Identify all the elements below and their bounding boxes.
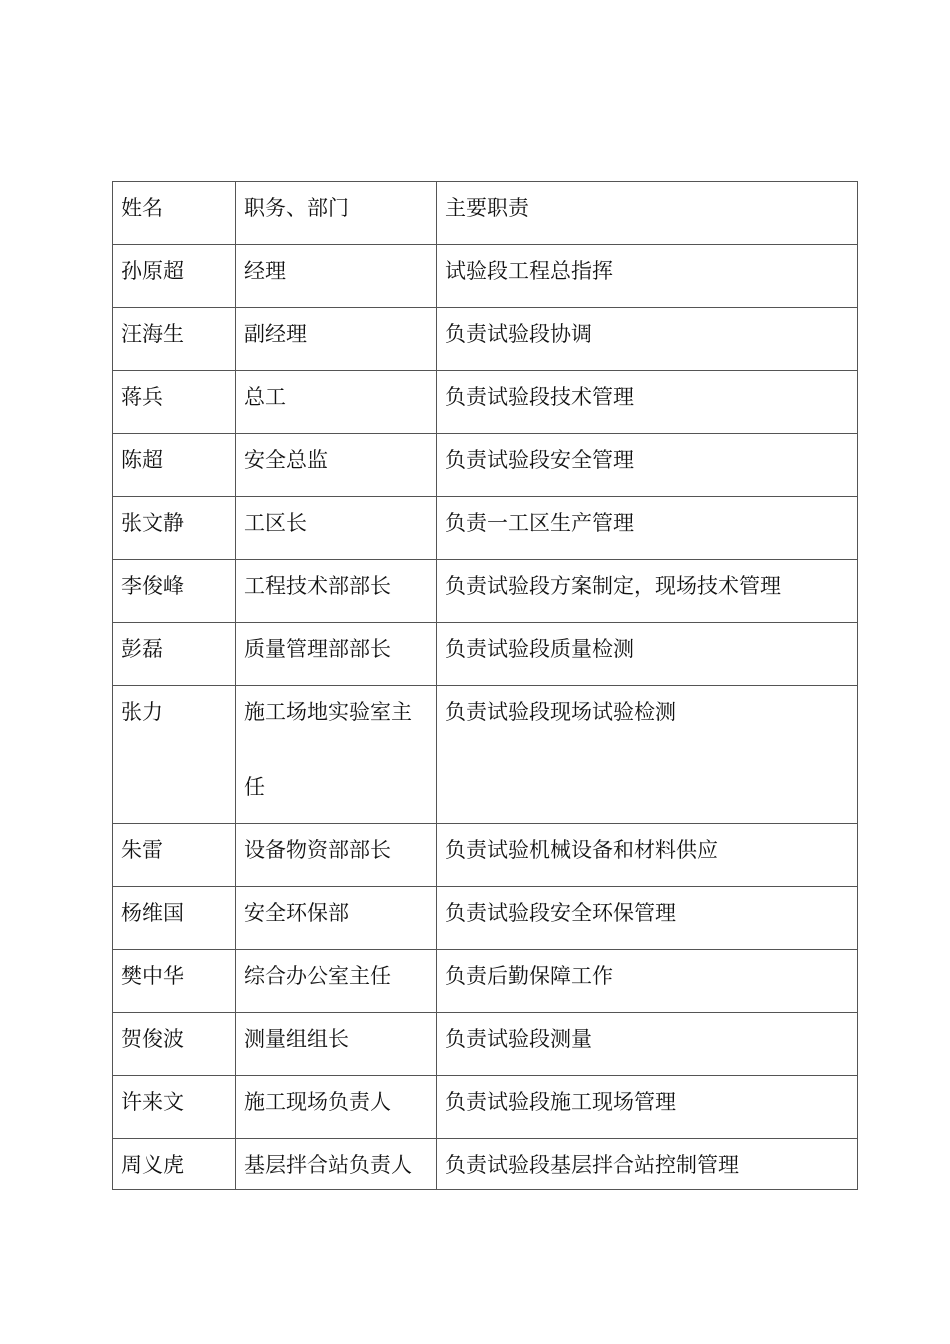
cell-duty: 负责试验机械设备和材料供应 xyxy=(437,824,858,887)
cell-position: 总工 xyxy=(236,371,437,434)
table-row xyxy=(113,245,858,308)
cell-position: 工区长 xyxy=(236,497,437,560)
header-name: 姓名 xyxy=(113,182,236,245)
cell-name: 汪海生 xyxy=(113,308,236,371)
cell-duty: 负责试验段协调 xyxy=(437,308,858,371)
table-row xyxy=(113,308,858,371)
table-row xyxy=(113,887,858,950)
cell-duty: 试验段工程总指挥 xyxy=(437,245,858,308)
table-row xyxy=(113,560,858,623)
cell-name: 张文静 xyxy=(113,497,236,560)
cell-position: 测量组组长 xyxy=(236,1013,437,1076)
cell-name: 许来文 xyxy=(113,1076,236,1139)
cell-duty: 负责试验段安全环保管理 xyxy=(437,887,858,950)
cell-name: 杨维国 xyxy=(113,887,236,950)
cell-position: 经理 xyxy=(236,245,437,308)
cell-duty: 负责试验段方案制定，现场技术管理 xyxy=(437,560,858,623)
cell-position xyxy=(236,686,437,824)
cell-position: 质量管理部部长 xyxy=(236,623,437,686)
cell-name: 朱雷 xyxy=(113,824,236,887)
cell-name: 周义虎 xyxy=(113,1139,236,1190)
cell-position: 施工现场负责人 xyxy=(236,1076,437,1139)
table-row xyxy=(113,371,858,434)
cell-position-line-2: 任 xyxy=(244,775,265,799)
cell-duty: 负责后勤保障工作 xyxy=(437,950,858,1013)
table-row xyxy=(113,434,858,497)
table-header-row xyxy=(113,182,858,245)
table-row xyxy=(113,1139,858,1190)
cell-duty: 负责试验段安全管理 xyxy=(437,434,858,497)
cell-name: 蒋兵 xyxy=(113,371,236,434)
staff-responsibility-table xyxy=(112,181,858,1190)
cell-position: 设备物资部部长 xyxy=(236,824,437,887)
cell-position: 工程技术部部长 xyxy=(236,560,437,623)
cell-name: 贺俊波 xyxy=(113,1013,236,1076)
cell-duty: 负责试验段现场试验检测 xyxy=(437,686,858,824)
cell-name: 李俊峰 xyxy=(113,560,236,623)
cell-position: 综合办公室主任 xyxy=(236,950,437,1013)
cell-duty: 负责试验段基层拌合站控制管理 xyxy=(437,1139,858,1190)
cell-position: 安全总监 xyxy=(236,434,437,497)
table-row xyxy=(113,950,858,1013)
header-position: 职务、部门 xyxy=(236,182,437,245)
table-row xyxy=(113,1076,858,1139)
cell-duty: 负责试验段施工现场管理 xyxy=(437,1076,858,1139)
cell-name: 张力 xyxy=(113,686,236,824)
cell-position-line-1: 施工场地实验室主 xyxy=(244,700,412,724)
cell-name: 陈超 xyxy=(113,434,236,497)
table-row xyxy=(113,824,858,887)
cell-duty: 负责试验段测量 xyxy=(437,1013,858,1076)
cell-name: 樊中华 xyxy=(113,950,236,1013)
cell-duty: 负责一工区生产管理 xyxy=(437,497,858,560)
table-row xyxy=(113,1013,858,1076)
header-duty: 主要职责 xyxy=(437,182,858,245)
cell-name: 孙原超 xyxy=(113,245,236,308)
cell-position: 安全环保部 xyxy=(236,887,437,950)
table-row xyxy=(113,497,858,560)
cell-name: 彭磊 xyxy=(113,623,236,686)
cell-position: 副经理 xyxy=(236,308,437,371)
table-row xyxy=(113,686,858,824)
cell-position: 基层拌合站负责人 xyxy=(236,1139,437,1190)
table-row xyxy=(113,623,858,686)
cell-duty: 负责试验段质量检测 xyxy=(437,623,858,686)
cell-duty: 负责试验段技术管理 xyxy=(437,371,858,434)
